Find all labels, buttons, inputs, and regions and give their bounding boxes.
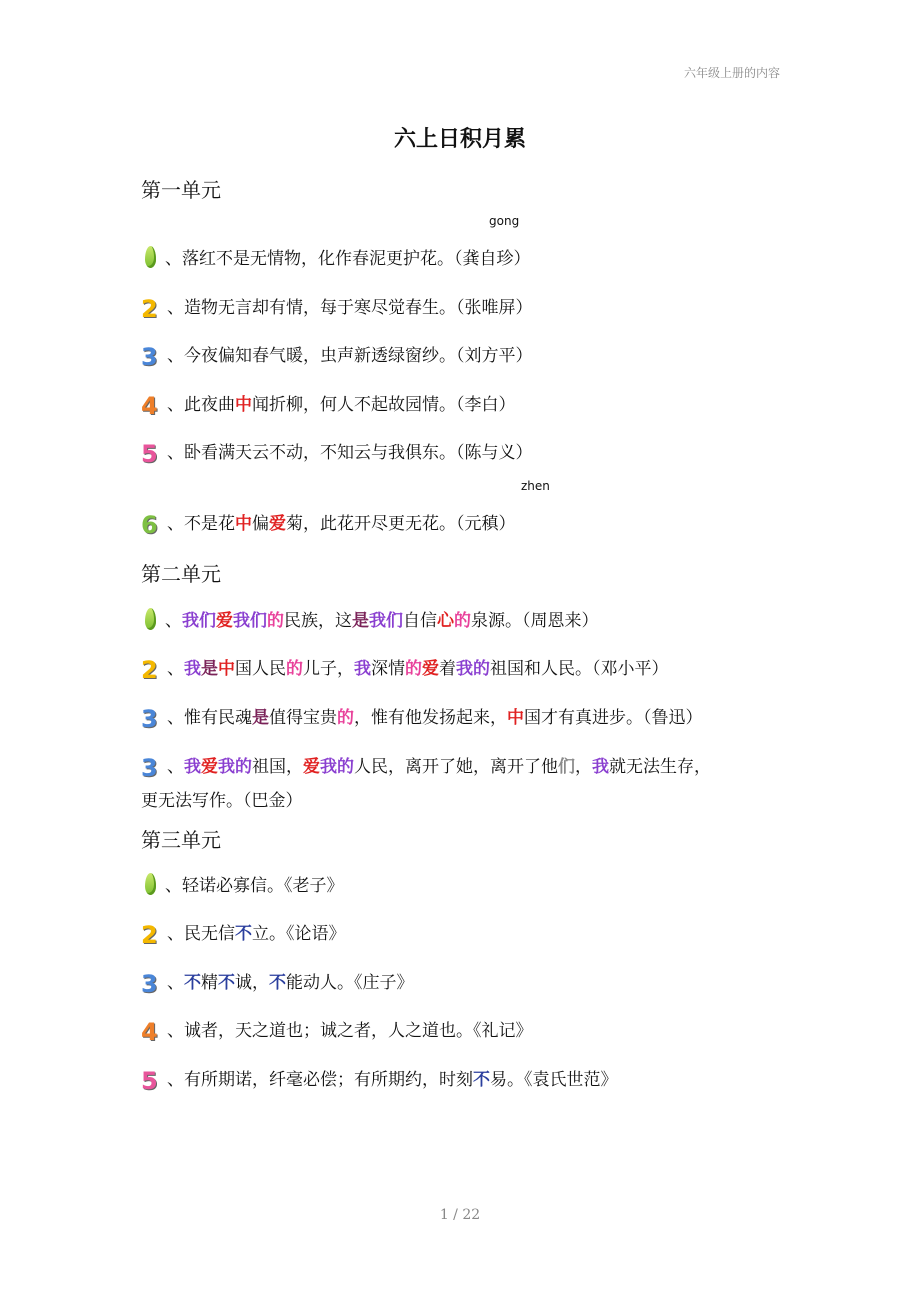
number-3-icon: 3 [141, 705, 158, 733]
decor-word: 是 [352, 611, 369, 631]
decor-word: 爱 [269, 514, 286, 534]
line-text: 就无法生存， [609, 757, 711, 777]
line-text: 、今夜偏知春气暖，虫声新透绿窗纱。（刘方平） [167, 346, 533, 366]
section-heading-unit-3: 第三单元 [141, 828, 221, 852]
number-5-icon: 5 [141, 1067, 158, 1095]
decor-word: 我 [354, 659, 371, 679]
number-2-icon: 2 [141, 295, 158, 323]
leaf-number-1-icon [145, 246, 156, 268]
number-5-icon: 5 [141, 440, 158, 468]
decor-word: 我们 [369, 611, 403, 631]
leaf-number-1-icon [145, 608, 156, 630]
line-text: 闻折柳，何人不起故园情。（李白） [252, 395, 516, 415]
line-text: 泉源。（周恩来） [471, 611, 599, 631]
leaf-number-1-icon [145, 873, 156, 895]
line-text: 、不是花 [167, 514, 235, 534]
unit1-line-4 [141, 392, 791, 418]
unit2-line-3 [141, 705, 791, 731]
decor-word: 不 [218, 973, 235, 993]
decor-word: 中 [218, 659, 235, 679]
unit2-line-4-continued [141, 788, 791, 814]
decor-word: 我 [592, 757, 609, 777]
line-text: 能动人。《庄子》 [286, 973, 414, 993]
header-note: 六年级上册的内容 [683, 66, 780, 80]
unit3-line-3 [141, 970, 791, 996]
number-2-icon: 2 [141, 921, 158, 949]
unit1-line-2 [141, 295, 791, 321]
line-text: 、落红不是无情物，化作春泥更护花。（龚自珍） [165, 249, 531, 269]
line-text: ，惟有他发扬起来， [354, 708, 507, 728]
line-text: 易。《袁氏世范》 [490, 1070, 618, 1090]
line-text: ， [575, 757, 592, 777]
decor-word: 的 [337, 708, 354, 728]
number-2-icon: 2 [141, 656, 158, 684]
page-title: 六上日积月累 [393, 126, 526, 152]
unit1-line-3 [141, 343, 791, 369]
number-3-icon: 3 [141, 754, 158, 782]
decor-word: 不 [473, 1070, 490, 1090]
section-heading-unit-1: 第一单元 [141, 178, 221, 202]
line-text: 、民无信 [167, 924, 235, 944]
decor-word: 是 [201, 659, 218, 679]
decor-word: 中 [507, 708, 524, 728]
decor-word: 我 [184, 757, 201, 777]
page-number: 1 / 22 [439, 1207, 481, 1223]
decor-word: 不 [269, 973, 286, 993]
line-text: 、轻诺必寡信。《老子》 [165, 876, 344, 896]
decor-word: 我们 [182, 611, 216, 631]
line-text: 人民，离开了她，离开了他 [354, 757, 558, 777]
number-4-icon: 4 [141, 392, 158, 420]
decor-word: 不 [184, 973, 201, 993]
unit3-line-4 [141, 1018, 791, 1044]
line-text: 菊，此花开尽更无花。（元稹） [286, 514, 516, 534]
decor-word: 是 [252, 708, 269, 728]
decor-word: 我 [184, 659, 201, 679]
line-text: 、 [167, 973, 184, 993]
decor-word: 中 [235, 395, 252, 415]
line-text: 值得宝贵 [269, 708, 337, 728]
decor-word: 爱 [303, 757, 320, 777]
number-4-icon: 4 [141, 1018, 158, 1046]
decor-word: 的 [454, 611, 471, 631]
line-text: 、有所期诺，纤毫必偿；有所期约，时刻 [167, 1070, 473, 1090]
line-text: 、造物无言却有情，每于寒尽觉春生。（张唯屏） [167, 298, 533, 318]
line-text: 、惟有民魂 [167, 708, 252, 728]
unit2-line-4 [141, 754, 791, 780]
unit1-line-6 [141, 511, 791, 537]
line-text: 偏 [252, 514, 269, 534]
decor-word: 们 [558, 757, 575, 777]
line-text: 儿子， [303, 659, 354, 679]
section-heading-unit-2: 第二单元 [141, 562, 221, 586]
line-text: 、卧看满天云不动，不知云与我俱东。（陈与义） [167, 443, 533, 463]
unit3-line-5 [141, 1067, 791, 1093]
line-text: 诚， [235, 973, 269, 993]
line-text: 、此夜曲 [167, 395, 235, 415]
decor-word: 爱 [201, 757, 218, 777]
line-text: 、 [167, 659, 184, 679]
decor-word: 心 [437, 611, 454, 631]
line-text: 国才有真进步。（鲁迅） [524, 708, 703, 728]
decor-word: 的 [286, 659, 303, 679]
line-text: 立。《论语》 [252, 924, 346, 944]
decor-word: 我的 [456, 659, 490, 679]
line-text: 精 [201, 973, 218, 993]
line-text: 祖国， [252, 757, 303, 777]
line-text: 自信 [403, 611, 437, 631]
ruby-zhen: zhen [521, 479, 550, 493]
line-text: 国人民 [235, 659, 286, 679]
line-text: 、 [167, 757, 184, 777]
decor-word: 爱 [422, 659, 439, 679]
unit2-line-1 [141, 608, 791, 634]
line-text: 着 [439, 659, 456, 679]
ruby-gong: gong [489, 214, 520, 228]
unit2-line-2 [141, 656, 791, 682]
line-text: 更无法写作。（巴金） [141, 791, 303, 811]
unit3-line-2 [141, 921, 791, 947]
decor-word: 爱 [216, 611, 233, 631]
line-text: 民族，这 [284, 611, 352, 631]
number-3-icon: 3 [141, 343, 158, 371]
decor-word: 的 [267, 611, 284, 631]
decor-word: 我的 [320, 757, 354, 777]
unit1-line-1 [141, 246, 791, 272]
decor-word: 的 [405, 659, 422, 679]
decor-word: 中 [235, 514, 252, 534]
decor-word: 我们 [233, 611, 267, 631]
unit3-line-1 [141, 873, 791, 899]
number-6-icon: 6 [141, 511, 158, 539]
decor-word: 不 [235, 924, 252, 944]
line-text: 、 [165, 611, 182, 631]
line-text: 深情 [371, 659, 405, 679]
line-text: 祖国和人民。（邓小平） [490, 659, 669, 679]
number-3-icon: 3 [141, 970, 158, 998]
line-text: 、诚者，天之道也；诚之者，人之道也。《礼记》 [167, 1021, 533, 1041]
decor-word: 我的 [218, 757, 252, 777]
unit1-line-5 [141, 440, 791, 466]
